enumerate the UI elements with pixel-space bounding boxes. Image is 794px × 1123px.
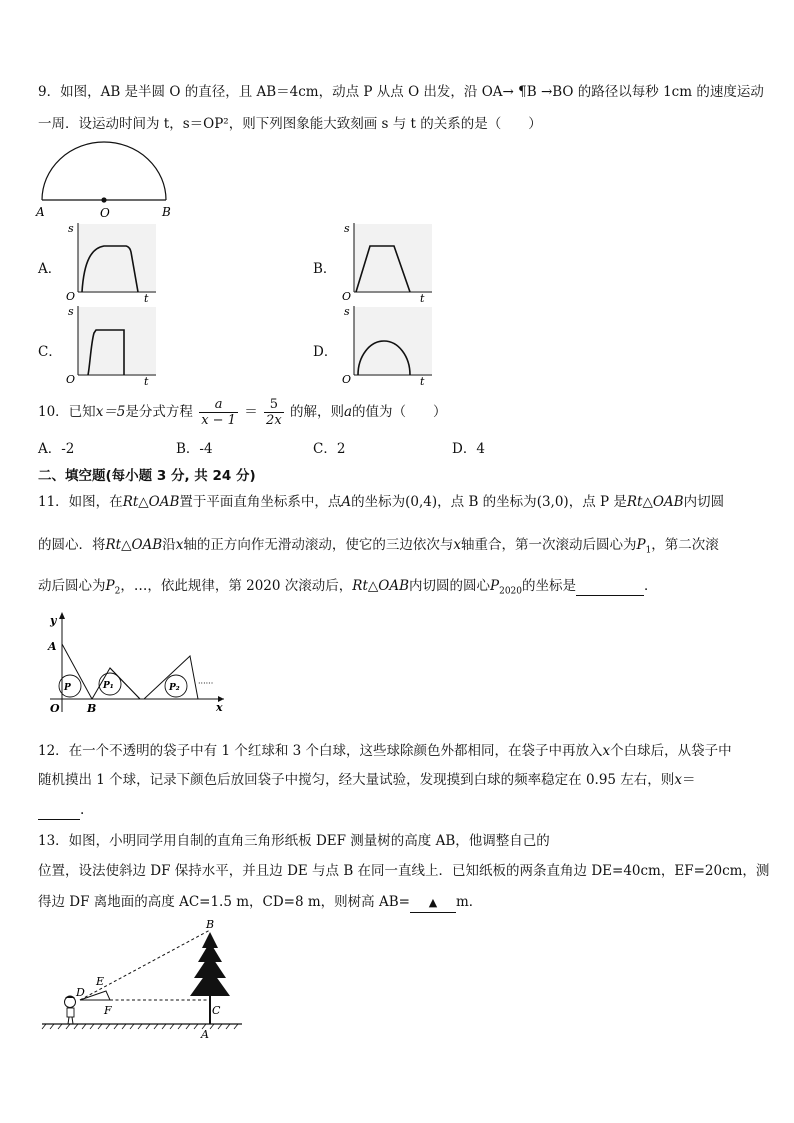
q9-option-b-graph: [336, 220, 436, 305]
svg-text:A: A: [201, 1028, 209, 1040]
q10-choice-b: B．-4: [176, 441, 213, 457]
svg-text:P₂: P₂: [169, 683, 180, 693]
svg-text:s: s: [68, 222, 74, 235]
svg-text:A: A: [48, 640, 57, 653]
q9-option-d-label: D．: [313, 344, 338, 360]
q13-answer-blank: ▲: [410, 894, 456, 913]
q9-point-a: A: [36, 205, 45, 219]
svg-text:D: D: [76, 986, 85, 999]
q13-tree-measurement-figure: [38, 918, 246, 1040]
svg-text:t: t: [420, 375, 425, 388]
svg-text:F: F: [104, 1004, 112, 1017]
svg-text:B: B: [206, 918, 215, 931]
svg-text:B: B: [87, 702, 97, 715]
q10-fraction-right: $\frac{5}{2x}$: [266, 397, 282, 428]
svg-text:E: E: [96, 975, 105, 988]
q13-line3: 得边 DF 离地面的高度 AC=1.5 m，CD=8 m，则树高 AB= ▲ m．: [38, 893, 482, 913]
q12-line1: 12．在一个不透明的袋子中有 1 个红球和 3 个白球，这些球除颜色外都相同，在袋子中再放入x个白球后，从袋子中: [38, 743, 732, 759]
q9-point-b: B: [162, 205, 171, 219]
q11-line2: 的圆心．将Rt△OAB沿x轴的正方向作无滑动滚动，使它的三边依次与x轴重合，第一次滚动后圆心为$P_1$，第二次滚: [38, 537, 719, 556]
svg-text:······: ······: [198, 679, 214, 688]
svg-text:s: s: [344, 305, 350, 318]
svg-text:x: x: [216, 701, 223, 714]
svg-text:t: t: [420, 292, 425, 305]
q10-choice-d: D．4: [452, 441, 485, 457]
q13-line2: 位置，设法使斜边 DF 保持水平，并且边 DE 与点 B 在同一直线上．已知纸板的两条直角边 DE=40cm，EF=20cm，测: [38, 863, 770, 879]
svg-text:O: O: [50, 702, 60, 715]
section-fill-in-title: 二、填空题(每小题 3 分, 共 24 分): [38, 468, 256, 484]
q9-option-a-label: A．: [38, 261, 62, 277]
q9-line2: 一周．设运动时间为 t，s＝OP²，则下列图象能大致刻画 s 与 t 的关系的是（ ）: [38, 116, 542, 132]
q11-line3: 动后圆心为$P_2$，…，依此规律，第 2020 次滚动后，Rt△OAB内切圆的圆心$P_{2020}$的坐标是 ．: [38, 578, 658, 597]
q10-fraction-left: $\frac{a}{x - 1}$: [201, 397, 236, 428]
q9-option-c-label: C．: [38, 344, 62, 360]
q9-option-a-graph: [60, 220, 160, 305]
q9-option-d-graph: [336, 303, 436, 388]
q9-line1: 9．如图，AB 是半圆 O 的直径，且 AB＝4cm，动点 P 从点 O 出发，沿 OA→ ¶B →BO 的路径以每秒 1cm 的速度运动: [38, 84, 764, 100]
svg-text:t: t: [144, 375, 149, 388]
svg-text:P: P: [64, 683, 71, 693]
q12-line2: 随机摸出 1 个球，记录下颜色后放回袋子中搅匀，经大量试验，发现摸到白球的频率稳定在 0.95 左右，则x＝: [38, 772, 696, 788]
svg-text:O: O: [342, 373, 352, 386]
svg-text:P₁: P₁: [103, 681, 114, 691]
svg-text:O: O: [66, 290, 76, 303]
q9-option-b-label: B．: [313, 261, 337, 277]
svg-text:s: s: [68, 305, 74, 318]
q10-choice-a: A．-2: [38, 441, 75, 457]
q11-answer-blank: [576, 577, 644, 596]
svg-text:C: C: [212, 1004, 221, 1017]
svg-text:y: y: [50, 614, 57, 627]
q10-choice-c: C．2: [313, 441, 346, 457]
svg-text:s: s: [344, 222, 350, 235]
q12-line3: .: [38, 801, 84, 820]
q11-line1: 11．如图，在Rt△OAB置于平面直角坐标系中，点A的坐标为(0,4)，点 B 的坐标为(3,0)，点 P 是Rt△OAB内切圆: [38, 494, 725, 510]
q9-point-o: O: [100, 206, 110, 220]
q9-option-c-graph: [60, 303, 160, 388]
q12-answer-blank: [38, 801, 80, 820]
q9-semicircle-figure: [32, 138, 182, 220]
q13-line1: 13．如图，小明同学用自制的直角三角形纸板 DEF 测量树的高度 AB，他调整自己的: [38, 833, 550, 849]
svg-text:t: t: [144, 292, 149, 305]
q10-stem: 10．已知x＝5是分式方程 $\frac{a}{x - 1}$ ＝ $\frac{5}{2x}$ 的解，则a的值为（ ）: [38, 397, 447, 428]
q11-rolling-triangle-figure: [40, 604, 230, 716]
svg-text:O: O: [66, 373, 76, 386]
svg-text:O: O: [342, 290, 352, 303]
